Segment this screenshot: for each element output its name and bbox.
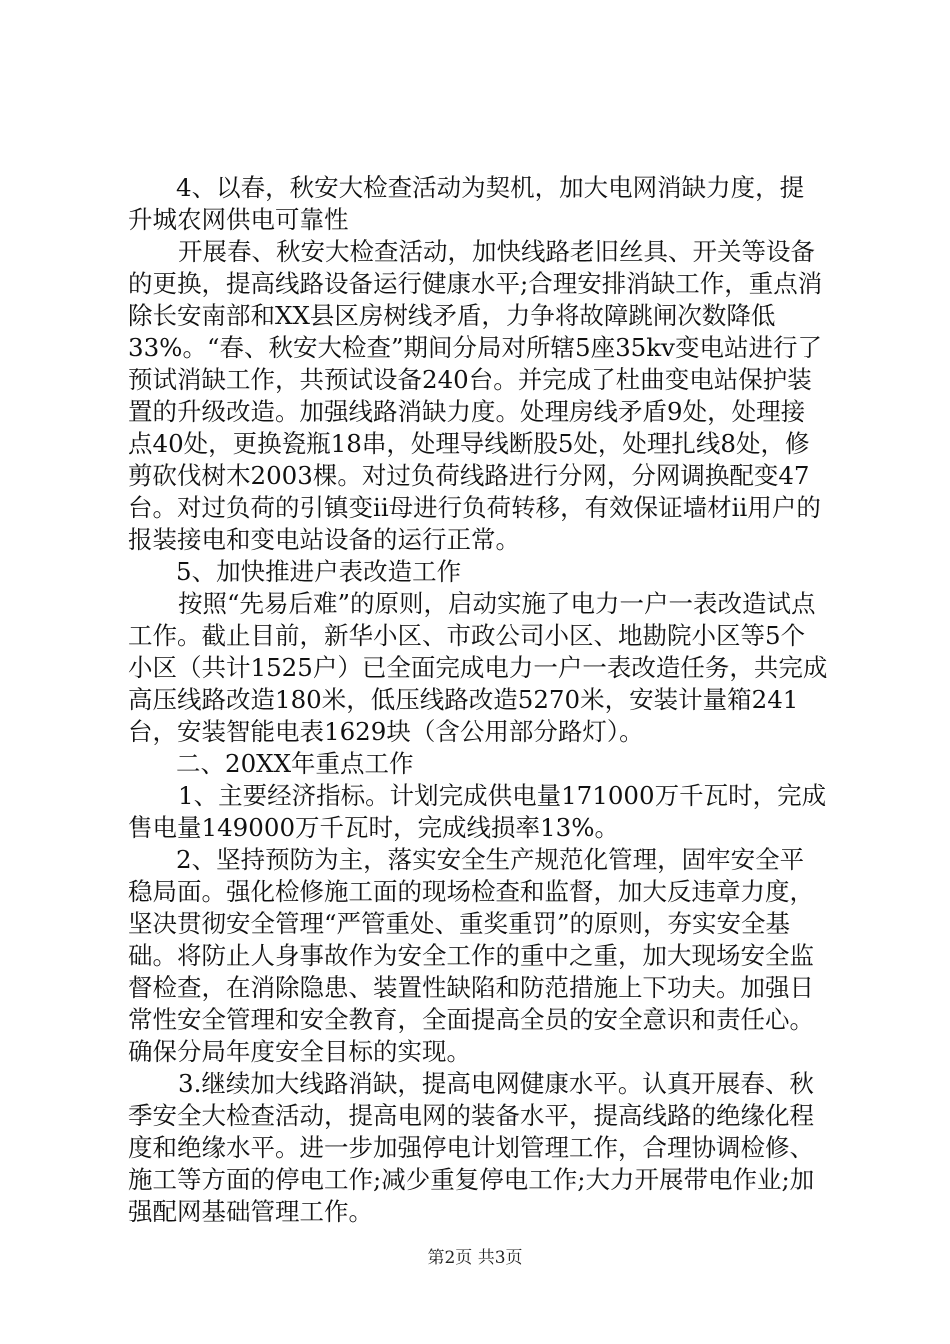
paragraph-line-maintenance: 3.继续加大线路消缺，提高电网健康水平。认真开展春、秋季安全大检查活动，提高电网的装备水平，提高线路的绝缘化程度和绝缘水平。进一步加强停电计划管理工作，合理协调检修、施工等方面的停电工作;减少重复停电工作;大力开展带电作业;加强配网基础管理工作。 [128, 1069, 815, 1226]
heading-item-5: 5、加快推进户表改造工作 [176, 557, 462, 586]
heading-item-4: 4、以春，秋安大检查活动为契机，加大电网消缺力度，提升城农网供电可靠性 [128, 173, 805, 234]
page-number-footer: 第2页 共3页 [427, 1248, 523, 1268]
paragraph-safety-management: 2、坚持预防为主，落实安全生产规范化管理，固牢安全平稳局面。强化检修施工面的现场检查和监督，加大反违章力度，坚决贯彻安全管理“严管重处、重奖重罚”的原则，夯实安全基础。将防止人身事故作为安全工作的重中之重，加大现场安全监督检查，在消除隐患、装置性缺陷和防范措施上下功夫。加强日常性安全管理和安全教育，全面提高全员的安全意识和责任心。确保分局年度安全目标的实现。 [128, 845, 814, 1066]
document-body [128, 172, 828, 1228]
paragraph-economic-indicators: 1、主要经济指标。计划完成供电量171000万千瓦时，完成售电量149000万千瓦时，完成线损率13%。 [128, 781, 827, 842]
section-heading-key-work: 二、20XX年重点工作 [176, 749, 414, 778]
paragraph-meter-renovation: 按照“先易后难”的原则，启动实施了电力一户一表改造试点工作。截止目前，新华小区、市政公司小区、地勘院小区等5个小区（共计1525户）已全面完成电力一户一表改造任务，共完成高压线路改造180米，低压线路改造5270米，安装计量箱241台，安装智能电表1629块（含公用部分路灯）。 [128, 589, 828, 746]
paragraph-safety-inspection: 开展春、秋安大检查活动，加快线路老旧丝具、开关等设备的更换，提高线路设备运行健康水平;合理安排消缺工作，重点消除长安南部和XX县区房树线矛盾，力争将故障跳闸次数降低33%。“春、秋安大检查”期间分局对所辖5座35kv变电站进行了预试消缺工作，共预试设备240台。并完成了杜曲变电站保护装置的升级改造。加强线路消缺力度。处理房线矛盾9处，处理接点40处，更换瓷瓶18串，处理导线断股5处，处理扎线8处，修剪砍伐树木2003棵。对过负荷线路进行分网，分网调换配变47台。对过负荷的引镇变ii母进行负荷转移，有效保证墙材ii用户的报装接电和变电站设备的运行正常。 [128, 237, 823, 554]
